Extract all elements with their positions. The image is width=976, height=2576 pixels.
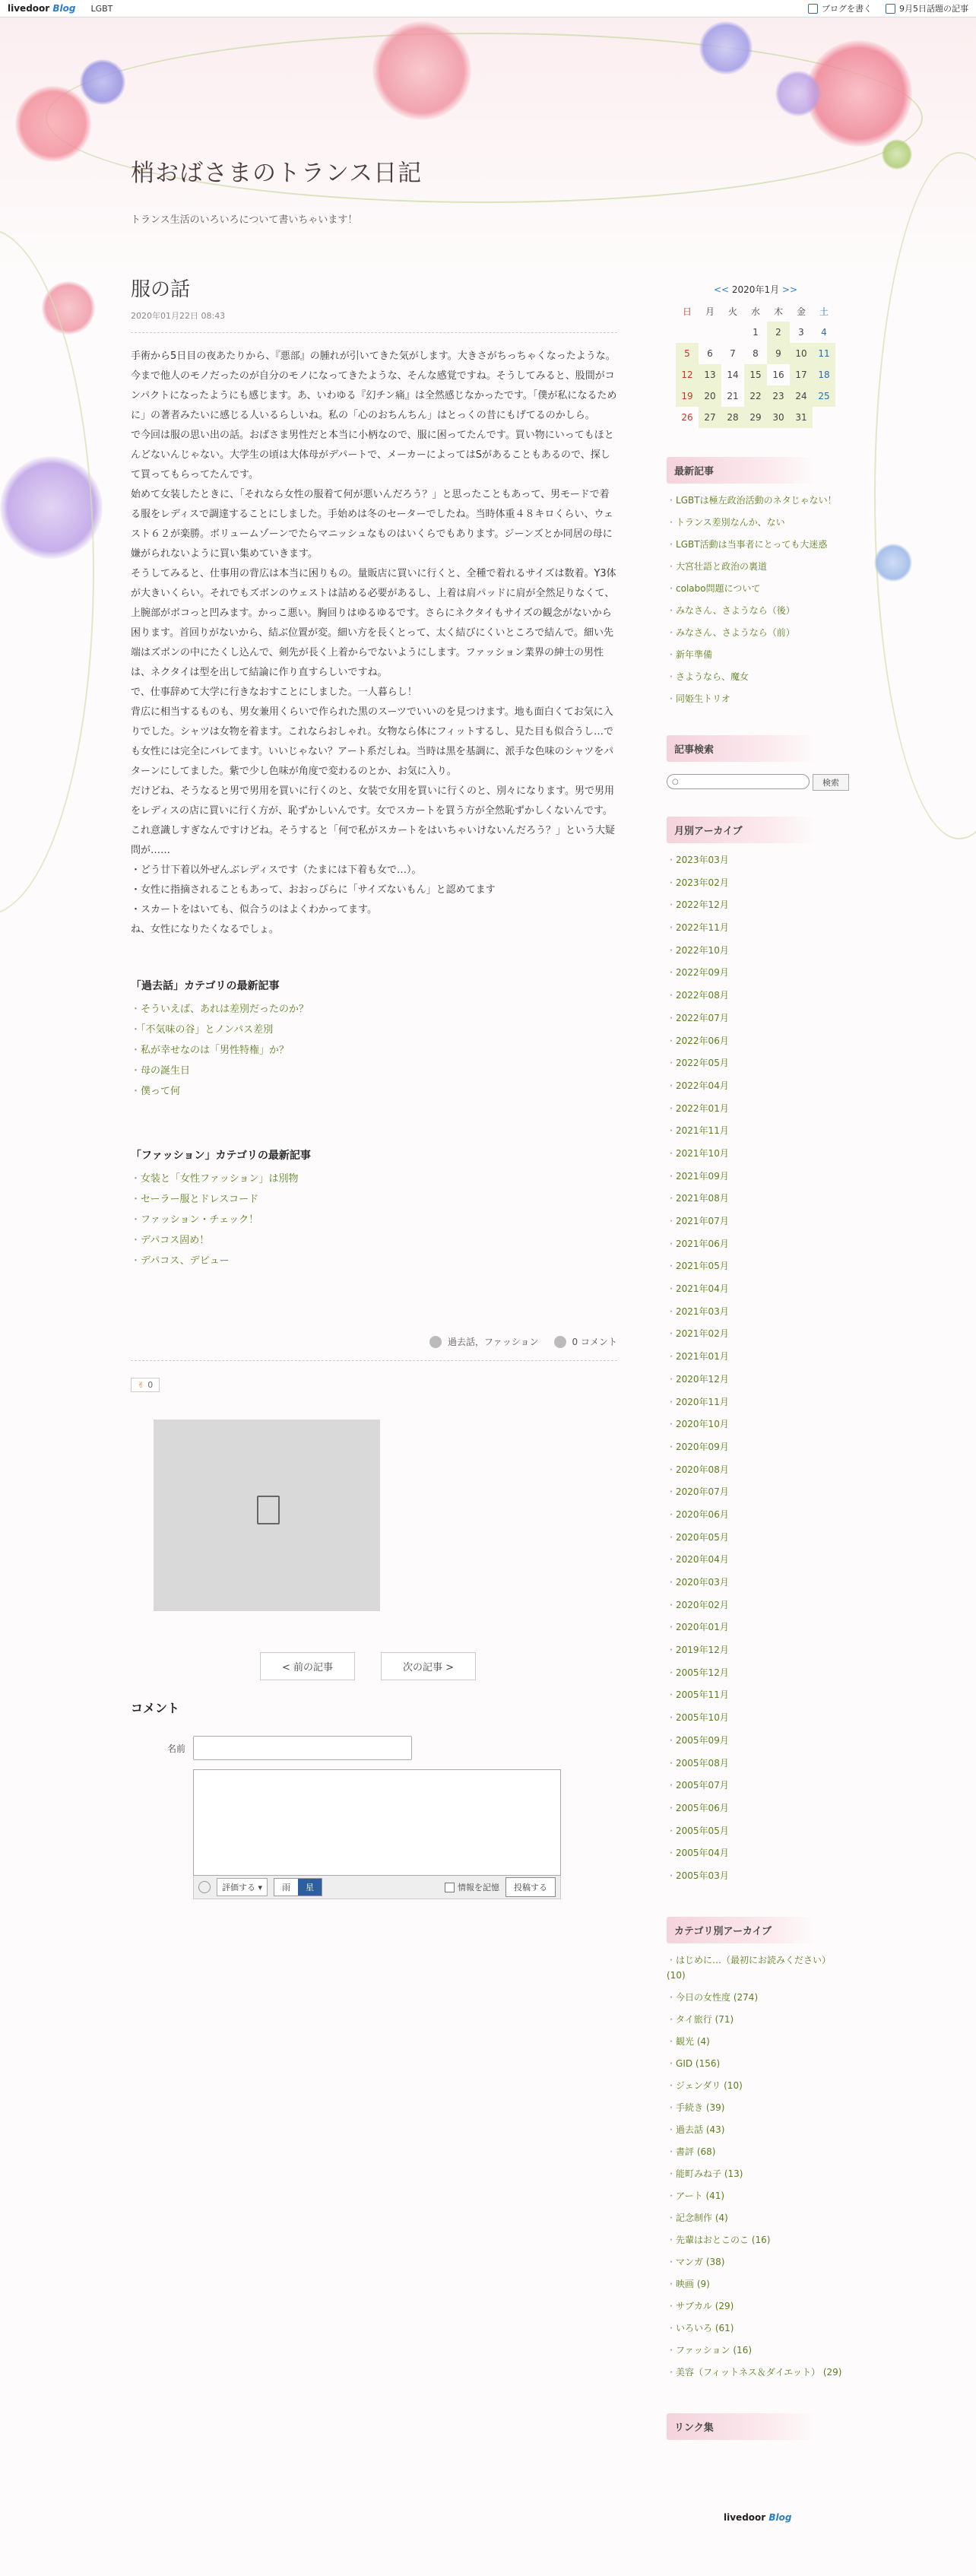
related-item[interactable]: ・ ファッション・チェック！ xyxy=(131,1210,617,1230)
like-count: 0 xyxy=(147,1380,154,1390)
post-paragraph: ね、女性になりたくなるでしょ。 xyxy=(131,924,279,935)
calendar-title: 2020年1月 xyxy=(731,284,780,295)
recent-post-link[interactable]: ・ 同姫生トリオ xyxy=(667,691,849,706)
calendar-day xyxy=(699,322,721,343)
calendar-day[interactable]: 15 xyxy=(744,364,767,385)
calendar-day: 6 xyxy=(707,348,713,359)
search-widget xyxy=(667,735,849,791)
write-label: ブログを書く xyxy=(822,4,872,14)
pink-flower-decoration xyxy=(806,40,912,147)
blue-flower-decoration xyxy=(699,21,753,75)
category-archive-link[interactable] xyxy=(667,2343,849,2358)
butterfly-decoration xyxy=(874,544,912,582)
ad-placeholder[interactable] xyxy=(154,1420,380,1611)
recent-post-link[interactable]: ・ みなさん、さようなら（後） xyxy=(667,603,849,618)
monthly-archive-link[interactable]: ・ 2020年11月 xyxy=(667,1394,849,1410)
livedoor-logo[interactable] xyxy=(8,3,75,14)
post-paragraph: ・女性に指摘されることもあって、おおっぴらに「サイズないもん」と認めてます xyxy=(131,884,496,896)
category-archive-link[interactable] xyxy=(667,2100,849,2115)
calendar-day: 3 xyxy=(798,327,804,338)
monthly-archive-link[interactable]: ・ 2005年11月 xyxy=(667,1687,849,1702)
category-archive-link[interactable] xyxy=(667,2188,849,2203)
calendar-day: 14 xyxy=(727,370,739,380)
category-count: (4) xyxy=(715,2212,728,2223)
comment-textarea[interactable] xyxy=(193,1769,561,1876)
category-name: GID xyxy=(676,2057,693,2069)
top-bar xyxy=(0,0,976,17)
related-item[interactable]: ・ 「不気味の谷」とノンパス差別 xyxy=(131,1020,617,1040)
category-count: (38) xyxy=(705,2256,725,2267)
monthly-archive-link[interactable]: ・ 2022年11月 xyxy=(667,920,849,935)
calendar-day[interactable]: 25 xyxy=(813,385,835,407)
monthly-archive-link[interactable]: ・ 2020年02月 xyxy=(667,1597,849,1613)
search-button[interactable]: 検索 xyxy=(813,774,849,791)
calendar-day[interactable]: 11 xyxy=(813,343,835,364)
category-archive-link[interactable] xyxy=(667,2122,849,2137)
category-count: (68) xyxy=(696,2146,716,2157)
calendar-day: 1 xyxy=(753,327,759,338)
post-meta xyxy=(131,1317,617,1361)
category-name: 記念制作 xyxy=(676,2212,713,2223)
related-item[interactable]: ・ そういえば、あれは差別だったのか？ xyxy=(131,999,617,1020)
category-count: (41) xyxy=(705,2190,725,2201)
calendar-prev[interactable]: << xyxy=(713,284,730,295)
category-archive-link[interactable] xyxy=(667,2144,849,2159)
category-name: 先輩はおとこのこ xyxy=(676,2234,749,2245)
monthly-archive-link[interactable]: ・ 2022年06月 xyxy=(667,1033,849,1048)
write-blog-link[interactable] xyxy=(808,2,872,14)
recent-post-link[interactable]: ・ みなさん、さようなら（前） xyxy=(667,625,849,640)
category-count: (13) xyxy=(724,2168,743,2179)
next-post-button[interactable]: 次の記事 > xyxy=(381,1652,476,1680)
category-archive-link[interactable] xyxy=(667,2365,849,2380)
weekday-header: 火 xyxy=(727,306,737,317)
weekday-header: 日 xyxy=(682,306,692,317)
search-heading: 記事検索 xyxy=(667,735,815,762)
category-link[interactable]: LGBT xyxy=(90,3,113,14)
calendar-grid xyxy=(676,300,835,428)
category-archive xyxy=(667,1917,849,2380)
topbar-actions xyxy=(808,0,968,17)
calendar-day[interactable]: 24 xyxy=(790,385,813,407)
category-count: (61) xyxy=(715,2322,734,2333)
related-item[interactable]: ・ 僕って何 xyxy=(131,1081,617,1102)
category-name: タイ旅行 xyxy=(676,2013,712,2025)
weather-toggle xyxy=(274,1878,322,1896)
calendar-day[interactable]: 9 xyxy=(767,343,790,364)
calendar-day[interactable]: 17 xyxy=(790,364,813,385)
category-name: いろいろ xyxy=(676,2322,713,2333)
trending-label: 9月5日話題の記事 xyxy=(899,4,968,14)
monthly-archive xyxy=(667,817,849,1883)
blog-description: トランス生活のいろいろについて書いちゃいます！ xyxy=(131,214,358,226)
category-count: (71) xyxy=(715,2013,734,2025)
category-archive-link[interactable] xyxy=(667,1990,849,2005)
purple-flower-decoration xyxy=(775,71,821,116)
pink-flower-decoration xyxy=(372,21,471,120)
monthly-archive-link[interactable]: ・ 2022年07月 xyxy=(667,1010,849,1026)
recent-post-link[interactable]: ・ LGBT活動は当事者にとっても大迷惑 xyxy=(667,537,849,552)
calendar-day[interactable]: 19 xyxy=(676,385,699,407)
calendar-day[interactable]: 29 xyxy=(744,407,767,428)
category-count: (156) xyxy=(695,2057,721,2069)
monthly-archive-link[interactable]: ・ 2022年09月 xyxy=(667,965,849,980)
monthly-heading: 月別アーカイブ xyxy=(667,817,815,843)
logo-main: livedoor xyxy=(8,3,50,14)
trending-link[interactable] xyxy=(886,2,968,14)
monthly-archive-link[interactable]: ・ 2022年10月 xyxy=(667,943,849,958)
calendar-day: 7 xyxy=(730,348,736,359)
calendar-next[interactable]: >> xyxy=(781,284,798,295)
related-item[interactable]: ・ デパコス固め！ xyxy=(131,1230,617,1251)
pink-flower-decoration xyxy=(15,86,91,162)
monthly-archive-link[interactable]: ・ 2021年10月 xyxy=(667,1146,849,1161)
monthly-archive-link[interactable]: ・ 2019年12月 xyxy=(667,1642,849,1658)
monthly-archive-link[interactable]: ・ 2005年09月 xyxy=(667,1733,849,1748)
broken-image-icon xyxy=(257,1496,280,1524)
calendar-day[interactable]: 12 xyxy=(676,364,699,385)
category-count: (16) xyxy=(733,2344,753,2356)
weekday-header: 木 xyxy=(773,306,783,317)
calendar-day[interactable]: 23 xyxy=(767,385,790,407)
sidebar xyxy=(667,283,849,2440)
calendar-day[interactable]: 13 xyxy=(699,364,721,385)
category-heading: カテゴリ別アーカイブ xyxy=(667,1917,815,1943)
calendar-day[interactable]: 5 xyxy=(676,343,699,364)
category-archive-link[interactable] xyxy=(667,2166,849,2181)
footer-logo-main: livedoor xyxy=(724,2512,766,2523)
monthly-archive-link[interactable]: ・ 2021年02月 xyxy=(667,1326,849,1341)
monthly-archive-link[interactable]: ・ 2022年12月 xyxy=(667,897,849,912)
recent-post-link[interactable]: ・ トランス差別なんか、ない xyxy=(667,515,849,530)
monthly-archive-link[interactable]: ・ 2005年04月 xyxy=(667,1845,849,1861)
monthly-archive-link[interactable]: ・ 2021年09月 xyxy=(667,1169,849,1184)
post-title[interactable]: 服の話 xyxy=(131,278,191,301)
related-item[interactable]: ・ デパコス、デビュー xyxy=(131,1251,617,1271)
remember-label: 情報を記憶 xyxy=(458,1883,499,1892)
link-collection xyxy=(667,2413,849,2440)
related-item[interactable]: ・ 母の誕生日 xyxy=(131,1061,617,1081)
category-name: 今日の女性度 xyxy=(676,1991,731,2003)
monthly-archive-link[interactable]: ・ 2020年08月 xyxy=(667,1462,849,1477)
post-comment-count[interactable]: 0 コメント xyxy=(572,1337,617,1347)
category-count: (10) xyxy=(724,2080,743,2091)
calendar-day xyxy=(721,322,744,343)
category-icon xyxy=(429,1336,442,1348)
monthly-archive-link[interactable]: ・ 2005年06月 xyxy=(667,1800,849,1816)
post-paragraph: で、仕事辞めて大学に行きなおすことにしました。一人暮らし！ xyxy=(131,687,417,698)
category-name: 映画 xyxy=(676,2278,695,2289)
header-decoration xyxy=(0,17,976,268)
post-paragraph: 始めて女装したときに、「それなら女性の服着て何が悪いんだろう？」と思ったこともあって、男モードで着る服をレディスで調達することにしました。手始めは冬のセーターでしたね。当時体重４８キロくらい、ウェスト６２が楽勝。ボリュームゾーンでたらマニッシュなものはいくらでもあります。ジーンズとか同居の母に嫌がられないように買い集めていきます。 xyxy=(131,489,613,560)
calendar-day: 16 xyxy=(772,370,784,380)
weekday-header: 土 xyxy=(819,306,829,317)
submit-comment-button[interactable]: 投稿する xyxy=(505,1877,556,1897)
category-count: (43) xyxy=(705,2124,725,2135)
weekday-header: 月 xyxy=(705,306,715,317)
category-archive-link[interactable] xyxy=(667,2321,849,2336)
category-count: (29) xyxy=(715,2300,734,2311)
calendar-day: 4 xyxy=(821,327,827,338)
recent-post-link[interactable]: ・ colabo問題について xyxy=(667,581,849,596)
thumbs-up-icon: ✌ xyxy=(138,1380,145,1390)
monthly-archive-link[interactable]: ・ 2021年01月 xyxy=(667,1349,849,1364)
weekday-header: 金 xyxy=(796,306,806,317)
monthly-archive-link[interactable]: ・ 2020年03月 xyxy=(667,1575,849,1590)
calendar-day: 21 xyxy=(727,391,739,401)
weekday-header: 水 xyxy=(750,306,760,317)
post-paragraph: ・スカートをはいても、似合うのはよくわかってます。 xyxy=(131,904,377,915)
calendar-day[interactable]: 28 xyxy=(721,407,744,428)
category-count: (16) xyxy=(751,2234,771,2245)
monthly-archive-link[interactable]: ・ 2020年07月 xyxy=(667,1484,849,1499)
monthly-archive-link[interactable]: ・ 2023年02月 xyxy=(667,875,849,890)
category-archive-link[interactable] xyxy=(667,2210,849,2225)
post-body xyxy=(131,347,617,940)
related-heading: 「ファッション」カテゴリの最新記事 xyxy=(131,1150,311,1162)
post-date: 2020年01月22日 08:43 xyxy=(131,309,617,333)
monthly-archive-link[interactable]: ・ 2005年10月 xyxy=(667,1710,849,1725)
post-categories[interactable]: 過去話，ファッション xyxy=(448,1337,539,1347)
recent-heading: 最新記事 xyxy=(667,457,815,484)
calendar xyxy=(676,283,835,428)
like-button[interactable] xyxy=(131,1378,160,1392)
name-label: 名前 xyxy=(166,1743,185,1754)
monthly-archive-link[interactable]: ・ 2020年06月 xyxy=(667,1507,849,1522)
recent-post-link[interactable]: ・ LGBTは極左政治活動のネタじゃない！ xyxy=(667,493,849,508)
post-paragraph: ・どう廿下着以外ぜんぶレディスです（たまには下着も女で…）。 xyxy=(131,864,422,876)
category-archive-link[interactable] xyxy=(667,2298,849,2314)
related-item[interactable]: ・ 女装と「女性ファッション」は別物 xyxy=(131,1169,617,1189)
rating-label: 評価する xyxy=(222,1883,255,1892)
category-name: 過去話 xyxy=(676,2124,704,2135)
monthly-archive-link[interactable]: ・ 2005年07月 xyxy=(667,1778,849,1793)
footer-logo-sub: Blog xyxy=(768,2512,792,2523)
monthly-archive-link[interactable]: ・ 2005年03月 xyxy=(667,1868,849,1883)
category-name: マンガ xyxy=(676,2256,704,2267)
remember-checkbox[interactable] xyxy=(445,1881,499,1893)
related-heading: 「過去話」カテゴリの最新記事 xyxy=(131,980,280,992)
blog-title[interactable]: 梢おばさまのトランス日記 xyxy=(131,160,423,187)
monthly-archive-link[interactable]: ・ 2020年12月 xyxy=(667,1372,849,1387)
category-archive-link[interactable] xyxy=(667,2232,849,2248)
post-paragraph: そうしてみると、仕事用の背広は本当に困りもの。量販店に買いに行くと、全種で着れるサイズは数着。Y3体が大きいくらい。それでもズボンのウェストは詰める必要があるし、上着は肩パッドに肩が全然足りなくて、上腕部がボコっと凹みます。かっこ悪い。胸回りはゆるゆるです。さらにネクタイもサイズの観念がないから困ります。首回りがないから、結ぶ位置が変。細い方を長くとって、太く結びにくいところで結んで。細い先端はズボンの中にたくし込んで、剣先が長く上着からでないようにします。ファッション業界の紳士の男性は、ネクタイは型を出して結論に作り直すらしいですね。 xyxy=(131,568,616,678)
logo-sub: Blog xyxy=(52,3,76,14)
category-count: (9) xyxy=(696,2278,710,2289)
leaf-decoration xyxy=(882,139,912,170)
post-paragraph: 手術から5日目の夜あたりから、『悪部』の腫れが引いてきた気がします。大きさがちっちゃくなったような。今まで他人のモノだったのが自分のモノになってきたような、そんな感覚ですね。そうしてみると、股間がコンパクトになったようにも感じます。あ、いわゆる『幻チン痛』は全然感じなかったです。「僕が私になるために」の著者みたいに感じる人いるらしいね。私の「心のおちんちん」はとっくの昔にもげてるのかしら。 xyxy=(131,351,617,421)
category-name: 書評 xyxy=(676,2146,695,2157)
calendar-day[interactable]: 27 xyxy=(699,407,721,428)
category-name: ジェンダリ xyxy=(676,2080,721,2091)
weather-option-a[interactable]: 雨 xyxy=(274,1879,298,1896)
monthly-archive-link[interactable]: ・ 2022年04月 xyxy=(667,1078,849,1093)
category-name: ファッション xyxy=(676,2344,730,2356)
monthly-archive-link[interactable]: ・ 2005年12月 xyxy=(667,1665,849,1680)
pencil-icon xyxy=(808,4,818,14)
weather-option-b[interactable]: 星 xyxy=(298,1879,322,1896)
calendar-day: 26 xyxy=(681,412,693,423)
calendar-day xyxy=(813,407,835,428)
calendar-day[interactable]: 20 xyxy=(699,385,721,407)
calendar-day: 8 xyxy=(753,348,759,359)
category-archive-link[interactable] xyxy=(667,2078,849,2093)
category-archive-link[interactable] xyxy=(667,1953,849,1983)
monthly-archive-link[interactable]: ・ 2005年05月 xyxy=(667,1823,849,1838)
name-input[interactable] xyxy=(193,1736,412,1760)
rating-select[interactable]: 評価する ▾ xyxy=(217,1878,268,1896)
post-paragraph: だけどね、そうなると男で男用を買いに行くのと、女装で女用を買いに行くのと、別々になります。男で男用をレディスの店に買いに行く方が、恥ずかしいんです。女でスカートを買う方が全然恥ずかしくないんです。これ意識しすぎなんですけどね。そうすると「何で私がスカートをはいちゃいけないんだろう？」という大疑問が…… xyxy=(131,785,616,856)
calendar-day[interactable]: 30 xyxy=(767,407,790,428)
category-name: 美容（フィットネス＆ダイエット） xyxy=(676,2366,820,2378)
category-archive-link[interactable] xyxy=(667,2254,849,2270)
category-archive-link[interactable] xyxy=(667,2012,849,2027)
comment-icon xyxy=(554,1336,566,1348)
monthly-archive-link[interactable]: ・ 2020年05月 xyxy=(667,1530,849,1545)
comment-name-row xyxy=(131,1736,617,1760)
prev-post-button[interactable]: < 前の記事 xyxy=(260,1652,355,1680)
monthly-archive-link[interactable]: ・ 2021年07月 xyxy=(667,1213,849,1229)
monthly-archive-link[interactable]: ・ 2022年05月 xyxy=(667,1055,849,1071)
category-name: 能町みね子 xyxy=(676,2168,722,2179)
calendar-day[interactable]: 18 xyxy=(813,364,835,385)
checkbox-icon xyxy=(445,1883,455,1892)
category-count: (39) xyxy=(705,2102,725,2113)
calendar-day[interactable]: 2 xyxy=(767,322,790,343)
emoji-icon[interactable] xyxy=(198,1881,211,1893)
recent-post-link[interactable]: ・ さようなら、魔女 xyxy=(667,669,849,684)
category-count: (4) xyxy=(696,2035,710,2047)
calendar-icon xyxy=(886,4,895,14)
main-column xyxy=(131,271,617,1899)
post-paragraph: 背広に相当するものも、男女兼用くらいで作られた黒のスーツでいいのを見つけます。地も面白くてお気に入りでした。シャツは女物を着ます。これならおしゃれ。女物なら体にフィットするし、見た目も似合うし…でも女性には完全にバレてます。いいじゃない？アート系だしね。当時は黒を基調に、派手な色味のシャツをパターンにしてました。紫で少し色味が角度で変わるのとか、お気に入り。 xyxy=(131,706,614,777)
post-paragraph: で今回は服の思い出の話。おばさま男性だと本当に小柄なので、服に困ってたんです。買い物にいってもほとんどないんじゃない。大学生の頃は大体母がデパートで、メーカーによってはSがあることもあるので、探して買ってもらってたんです。 xyxy=(131,430,614,481)
related-item[interactable]: ・ 私が幸せなのは「男性特権」か？ xyxy=(131,1040,617,1061)
monthly-archive-link[interactable]: ・ 2021年04月 xyxy=(667,1281,849,1296)
monthly-archive-link[interactable]: ・ 2020年10月 xyxy=(667,1416,849,1432)
category-name: 手続き xyxy=(676,2102,704,2113)
calendar-day xyxy=(676,322,699,343)
monthly-archive-link[interactable]: ・ 2021年08月 xyxy=(667,1191,849,1206)
monthly-archive-link[interactable]: ・ 2005年08月 xyxy=(667,1756,849,1771)
monthly-archive-link[interactable]: ・ 2021年05月 xyxy=(667,1258,849,1274)
monthly-archive-link[interactable]: ・ 2021年06月 xyxy=(667,1236,849,1252)
blue-flower-decoration xyxy=(80,59,125,105)
monthly-archive-link[interactable]: ・ 2022年01月 xyxy=(667,1101,849,1116)
monthly-archive-link[interactable]: ・ 2021年03月 xyxy=(667,1304,849,1319)
monthly-archive-link[interactable]: ・ 2022年08月 xyxy=(667,988,849,1003)
search-icon: ○ xyxy=(672,777,679,786)
category-archive-link[interactable] xyxy=(667,2056,849,2071)
category-name: はじめに…（最初にお読みください） xyxy=(676,1954,832,1965)
category-count: (29) xyxy=(822,2366,842,2378)
category-archive-link[interactable] xyxy=(667,2276,849,2292)
recent-post-link[interactable]: ・ 新年準備 xyxy=(667,647,849,662)
category-name: 観光 xyxy=(676,2035,695,2047)
monthly-archive-link[interactable]: ・ 2020年01月 xyxy=(667,1620,849,1635)
comment-toolbar xyxy=(193,1876,561,1899)
recent-posts xyxy=(667,457,849,706)
monthly-archive-link[interactable]: ・ 2023年03月 xyxy=(667,852,849,868)
recent-post-link[interactable]: ・ 大宮壮語と政治の裏道 xyxy=(667,559,849,574)
category-archive-link[interactable] xyxy=(667,2034,849,2049)
category-name: アート xyxy=(676,2190,703,2201)
footer-logo[interactable] xyxy=(724,2512,791,2523)
monthly-archive-link[interactable]: ・ 2020年09月 xyxy=(667,1439,849,1455)
related-fashion xyxy=(131,1147,617,1271)
post-pager xyxy=(260,1652,617,1680)
monthly-archive-link[interactable]: ・ 2021年11月 xyxy=(667,1123,849,1138)
calendar-day[interactable]: 10 xyxy=(790,343,813,364)
related-past xyxy=(131,978,617,1102)
search-input[interactable] xyxy=(667,774,810,789)
links-heading: リンク集 xyxy=(667,2413,815,2440)
category-count: (274) xyxy=(733,1991,759,2003)
category-name: サブカル xyxy=(676,2300,712,2311)
calendar-header xyxy=(676,283,835,296)
comment-heading: コメント xyxy=(131,1701,180,1715)
calendar-day[interactable]: 22 xyxy=(744,385,767,407)
category-count: (10) xyxy=(667,1969,686,1981)
monthly-archive-link[interactable]: ・ 2020年04月 xyxy=(667,1552,849,1567)
calendar-day[interactable]: 31 xyxy=(790,407,813,428)
related-item[interactable]: ・ セーラー服とドレスコード xyxy=(131,1189,617,1210)
